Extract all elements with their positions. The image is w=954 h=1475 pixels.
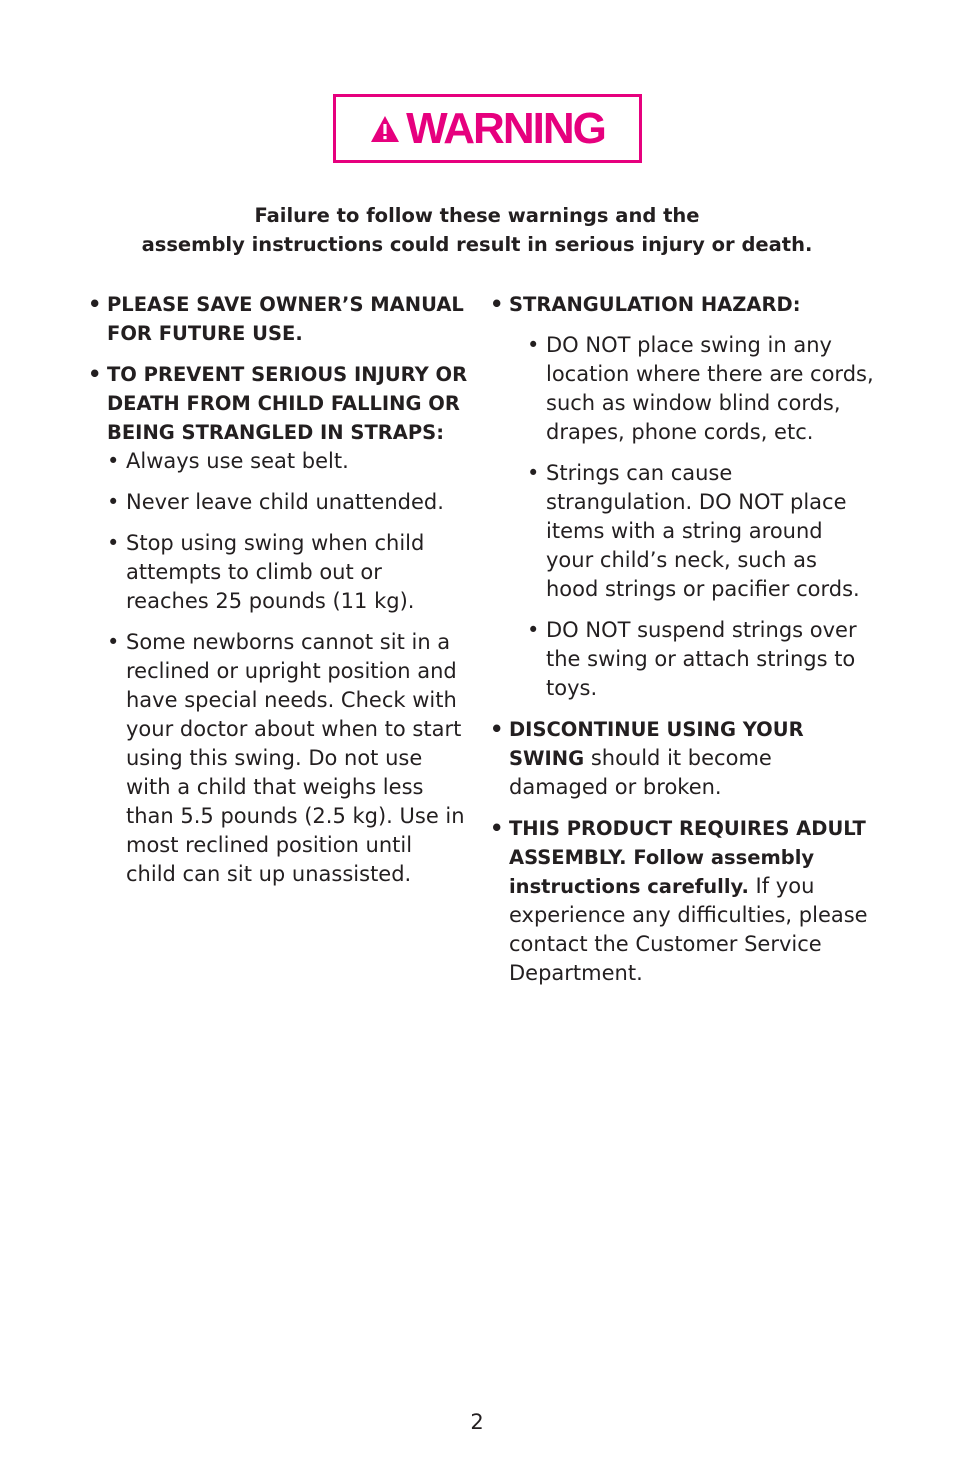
warning-triangle-icon xyxy=(370,114,400,144)
bullet: • xyxy=(490,717,504,741)
bullet: • xyxy=(490,816,504,840)
assembly-item xyxy=(490,814,875,988)
list-item xyxy=(527,616,875,703)
save-manual-text: PLEASE SAVE OWNER’S MANUAL FOR FUTURE USE. xyxy=(107,293,464,345)
list-item xyxy=(527,331,875,447)
list-item-text: Some newborns cannot sit in a reclined or upright position and have special needs. Check with your doctor about when to start using this swing. Do not use with a child that weighs less than 5.5 pounds (2.5 kg). Use in most reclined position until child can sit up unassisted. xyxy=(126,630,465,886)
left-column xyxy=(88,290,468,901)
list-item-text: Stop using swing when child attempts to climb out or reaches 25 pounds (11 kg). xyxy=(126,531,425,613)
bullet: • xyxy=(107,490,120,514)
list-item xyxy=(107,628,468,889)
discontinue-text: should it become damaged or broken. xyxy=(509,746,772,799)
bullet: • xyxy=(107,630,120,654)
bullet: • xyxy=(107,449,120,473)
discontinue-heading: DISCONTINUE USING YOUR SWING xyxy=(509,718,804,770)
warning-title: WARNING xyxy=(406,103,605,153)
intro-line-2: assembly instructions could result in serious injury or death. xyxy=(141,233,813,256)
bullet: • xyxy=(527,333,540,357)
strangulation-item xyxy=(490,290,875,703)
assembly-heading: THIS PRODUCT REQUIRES ADULT ASSEMBLY. Follow assembly instructions carefully. xyxy=(509,817,866,898)
bullet: • xyxy=(490,292,504,316)
list-item-text: DO NOT place swing in any location where there are cords, such as window blind cords, drapes, phone cords, etc. xyxy=(546,333,874,444)
bullet: • xyxy=(527,461,540,485)
prevent-injury-list xyxy=(107,447,468,889)
list-item xyxy=(107,488,468,517)
assembly-text: If you experience any difficulties, please contact the Customer Service Department. xyxy=(509,874,868,985)
list-item xyxy=(527,459,875,604)
right-column xyxy=(490,290,875,1000)
intro-line-1: Failure to follow these warnings and the xyxy=(254,204,700,227)
list-item-text: Always use seat belt. xyxy=(126,449,349,473)
list-item-text: Never leave child unattended. xyxy=(126,490,444,514)
prevent-injury-heading: TO PREVENT SERIOUS INJURY OR DEATH FROM CHILD FALLING OR BEING STRANGLED IN STRAPS: xyxy=(107,363,468,444)
strangulation-list xyxy=(509,331,875,703)
list-item xyxy=(107,447,468,476)
discontinue-item xyxy=(490,715,875,802)
bullet: • xyxy=(527,618,540,642)
strangulation-heading: STRANGULATION HAZARD: xyxy=(509,293,801,316)
warning-banner xyxy=(333,94,642,163)
list-item-text: DO NOT suspend strings over the swing or attach strings to toys. xyxy=(546,618,857,700)
bullet: • xyxy=(107,531,120,555)
bullet: • xyxy=(88,362,102,386)
list-item-text: Strings can cause strangulation. DO NOT place items with a string around your child’s neck, such as hood strings or pacifier cords. xyxy=(546,461,860,601)
intro-statement xyxy=(60,201,894,259)
save-manual-item xyxy=(88,290,468,348)
list-item xyxy=(107,529,468,616)
prevent-injury-item xyxy=(88,360,468,889)
page-number: 2 xyxy=(470,1410,484,1434)
bullet: • xyxy=(88,292,102,316)
